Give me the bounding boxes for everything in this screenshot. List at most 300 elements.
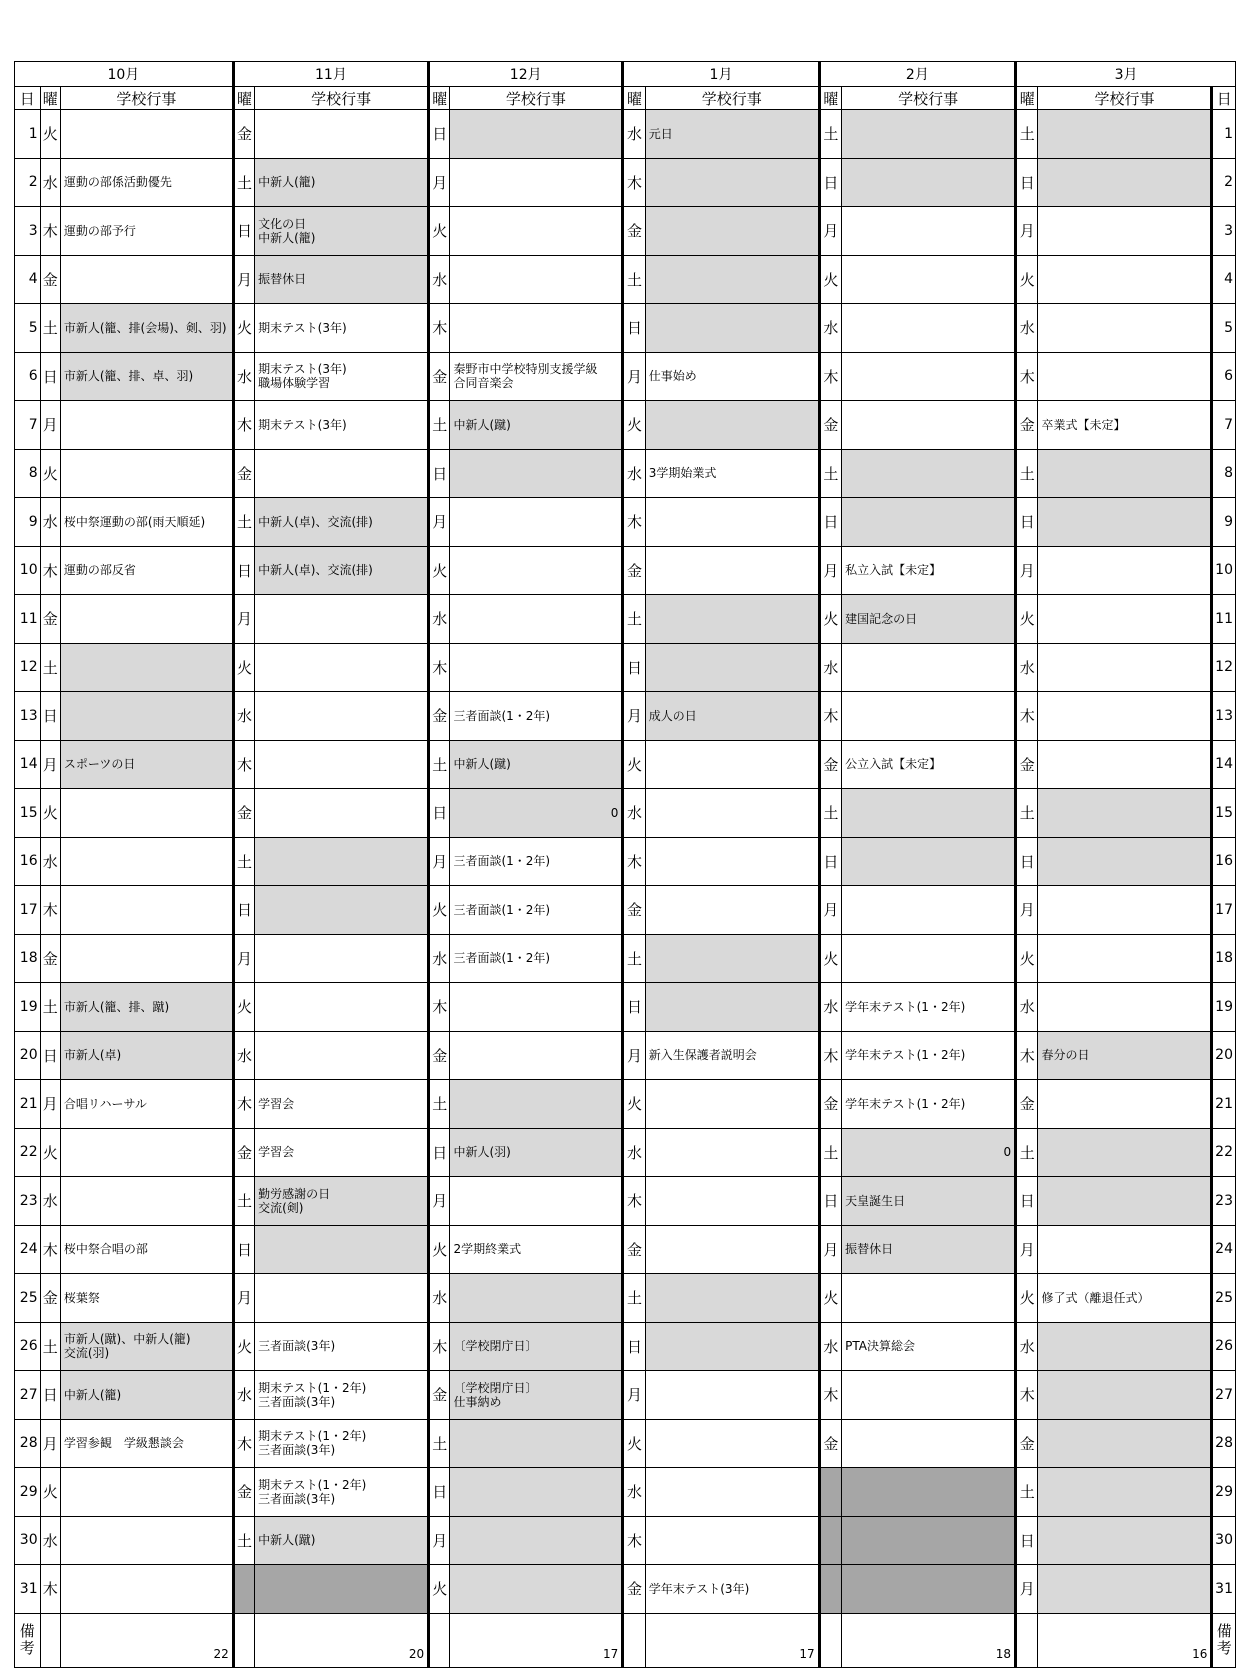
event-text: 期末テスト(3年) bbox=[258, 417, 347, 432]
weekday-cell: 土 bbox=[819, 789, 841, 838]
day-row bbox=[15, 255, 1236, 304]
day-number-right: 11 bbox=[1212, 595, 1236, 644]
event-count: 0 bbox=[1003, 1145, 1012, 1160]
weekday-cell: 水 bbox=[233, 1371, 254, 1420]
weekday-cell: 金 bbox=[1016, 740, 1038, 789]
weekday-cell: 金 bbox=[819, 1080, 841, 1129]
weekday-cell: 火 bbox=[40, 1468, 60, 1517]
day-number-right: 28 bbox=[1212, 1419, 1236, 1468]
event-cell bbox=[842, 352, 1016, 401]
weekday-cell: 月 bbox=[233, 595, 254, 644]
weekday-cell: 金 bbox=[819, 740, 841, 789]
day-row bbox=[15, 546, 1236, 595]
event-cell bbox=[842, 692, 1016, 741]
weekday-cell: 火 bbox=[429, 207, 450, 256]
event-text: 中新人(蹴) bbox=[453, 757, 511, 772]
weekday-cell: 金 bbox=[819, 1419, 841, 1468]
weekday-cell: 土 bbox=[1016, 789, 1038, 838]
event-text: 〔学校閉庁日〕 仕事納め bbox=[453, 1380, 538, 1409]
weekday-cell: 日 bbox=[40, 1371, 60, 1420]
event-cell bbox=[842, 1516, 1016, 1565]
event-cell bbox=[450, 1225, 623, 1274]
day-number: 5 bbox=[15, 304, 41, 353]
event-text: 公立入試【未定】 bbox=[845, 757, 942, 772]
event-cell bbox=[450, 1274, 623, 1323]
event-cell bbox=[255, 1080, 429, 1129]
day-number: 21 bbox=[15, 1080, 41, 1129]
event-cell bbox=[645, 1080, 819, 1129]
month-name: 3月 bbox=[1016, 62, 1236, 87]
event-text: 新入生保護者説明会 bbox=[648, 1048, 757, 1063]
event-cell bbox=[842, 207, 1016, 256]
weekday-cell: 土 bbox=[1016, 449, 1038, 498]
event-cell bbox=[450, 1565, 623, 1614]
day-row bbox=[15, 304, 1236, 353]
weekday-cell: 土 bbox=[819, 1128, 841, 1177]
weekday-cell: 土 bbox=[623, 934, 645, 983]
event-cell bbox=[1038, 1274, 1212, 1323]
event-cell bbox=[1038, 595, 1212, 644]
event-cell bbox=[1038, 110, 1212, 159]
weekday-cell: 火 bbox=[819, 255, 841, 304]
notes-dow-cell bbox=[819, 1613, 841, 1667]
weekday-cell: 火 bbox=[1016, 595, 1038, 644]
event-text: 桜葉祭 bbox=[63, 1290, 100, 1305]
event-text: 期末テスト(3年) 職場体験学習 bbox=[258, 362, 347, 391]
event-cell bbox=[842, 1565, 1016, 1614]
event-text: 市新人(籠、排、蹴) bbox=[63, 999, 170, 1014]
weekday-cell: 水 bbox=[819, 643, 841, 692]
events-header: 学校行事 bbox=[60, 87, 233, 110]
day-number-right: 18 bbox=[1212, 934, 1236, 983]
day-row bbox=[15, 1177, 1236, 1226]
event-cell bbox=[842, 546, 1016, 595]
event-cell bbox=[255, 1419, 429, 1468]
weekday-cell: 土 bbox=[429, 1080, 450, 1129]
weekday-cell: 月 bbox=[819, 207, 841, 256]
notes-dow-cell bbox=[429, 1613, 450, 1667]
event-cell bbox=[450, 401, 623, 450]
event-cell bbox=[645, 207, 819, 256]
event-cell bbox=[645, 449, 819, 498]
weekday-cell: 水 bbox=[623, 1128, 645, 1177]
event-text: 中新人(卓)、交流(排) bbox=[258, 514, 373, 529]
event-cell bbox=[60, 546, 233, 595]
event-cell bbox=[842, 1419, 1016, 1468]
event-text: 修了式（離退任式） bbox=[1041, 1290, 1150, 1305]
day-number-right: 15 bbox=[1212, 789, 1236, 838]
weekday-cell: 日 bbox=[623, 304, 645, 353]
event-cell bbox=[255, 1565, 429, 1614]
weekday-cell: 木 bbox=[233, 740, 254, 789]
event-text: 期末テスト(3年) bbox=[258, 320, 347, 335]
weekday-cell: 火 bbox=[623, 401, 645, 450]
weekday-cell: 水 bbox=[623, 110, 645, 159]
day-row bbox=[15, 643, 1236, 692]
event-cell bbox=[255, 595, 429, 644]
weekday-cell: 火 bbox=[40, 110, 60, 159]
day-number: 22 bbox=[15, 1128, 41, 1177]
day-row bbox=[15, 1322, 1236, 1371]
event-cell bbox=[255, 983, 429, 1032]
weekday-cell: 木 bbox=[429, 643, 450, 692]
event-text: 三者面談(1・2年) bbox=[453, 708, 551, 723]
day-number: 15 bbox=[15, 789, 41, 838]
weekday-cell: 木 bbox=[233, 401, 254, 450]
weekday-cell: 金 bbox=[623, 546, 645, 595]
weekday-cell: 木 bbox=[819, 692, 841, 741]
event-cell bbox=[255, 1468, 429, 1517]
notes-label-right: 備考 bbox=[1212, 1613, 1236, 1667]
weekday-cell: 土 bbox=[233, 837, 254, 886]
event-cell bbox=[60, 1128, 233, 1177]
day-row bbox=[15, 789, 1236, 838]
day-row bbox=[15, 1371, 1236, 1420]
day-number: 4 bbox=[15, 255, 41, 304]
event-cell bbox=[645, 255, 819, 304]
event-cell bbox=[842, 110, 1016, 159]
weekday-cell: 金 bbox=[429, 1371, 450, 1420]
event-cell bbox=[842, 740, 1016, 789]
event-cell bbox=[1038, 1177, 1212, 1226]
weekday-cell: 火 bbox=[40, 1128, 60, 1177]
event-text: 期末テスト(1・2年) 三者面談(3年) bbox=[258, 1380, 367, 1409]
event-text: 勤労感謝の日 交流(剣) bbox=[258, 1186, 331, 1215]
weekday-cell: 木 bbox=[1016, 352, 1038, 401]
event-cell bbox=[645, 352, 819, 401]
event-text: 運動の部予行 bbox=[63, 223, 136, 238]
event-cell bbox=[60, 740, 233, 789]
event-cell bbox=[645, 1128, 819, 1177]
event-cell bbox=[645, 789, 819, 838]
weekday-cell: 水 bbox=[40, 1516, 60, 1565]
weekday-cell: 木 bbox=[819, 352, 841, 401]
weekday-cell: 月 bbox=[623, 692, 645, 741]
weekday-cell: 木 bbox=[623, 158, 645, 207]
event-cell bbox=[60, 789, 233, 838]
weekday-cell: 木 bbox=[623, 1516, 645, 1565]
day-number-right: 3 bbox=[1212, 207, 1236, 256]
weekday-cell: 水 bbox=[623, 449, 645, 498]
weekday-cell: 日 bbox=[233, 546, 254, 595]
event-cell bbox=[450, 449, 623, 498]
weekday-cell: 水 bbox=[1016, 643, 1038, 692]
weekday-cell: 日 bbox=[233, 886, 254, 935]
weekday-cell: 火 bbox=[233, 1322, 254, 1371]
weekday-cell: 金 bbox=[40, 255, 60, 304]
event-cell bbox=[645, 983, 819, 1032]
event-text: PTA決算総会 bbox=[845, 1339, 915, 1354]
event-cell bbox=[645, 1177, 819, 1226]
event-text: 建国記念の日 bbox=[845, 611, 918, 626]
month-name: 2月 bbox=[819, 62, 1015, 87]
day-number: 31 bbox=[15, 1565, 41, 1614]
notes-row bbox=[15, 1613, 1236, 1667]
event-cell bbox=[255, 352, 429, 401]
weekday-cell: 水 bbox=[1016, 983, 1038, 1032]
weekday-cell: 金 bbox=[40, 934, 60, 983]
event-cell bbox=[645, 1419, 819, 1468]
event-cell bbox=[1038, 352, 1212, 401]
weekday-cell: 月 bbox=[623, 352, 645, 401]
events-header: 学校行事 bbox=[842, 87, 1016, 110]
event-cell bbox=[645, 401, 819, 450]
day-row bbox=[15, 1274, 1236, 1323]
dow-header: 曜 bbox=[233, 87, 254, 110]
weekday-cell: 水 bbox=[819, 983, 841, 1032]
weekday-cell: 金 bbox=[233, 1468, 254, 1517]
month-name: 10月 bbox=[15, 62, 234, 87]
weekday-cell bbox=[819, 1565, 841, 1614]
event-text: 卒業式【未定】 bbox=[1041, 417, 1126, 432]
day-number: 11 bbox=[15, 595, 41, 644]
event-cell bbox=[60, 1565, 233, 1614]
weekday-cell: 金 bbox=[233, 110, 254, 159]
event-cell bbox=[842, 1371, 1016, 1420]
weekday-cell: 土 bbox=[1016, 1468, 1038, 1517]
event-cell bbox=[450, 837, 623, 886]
notes-label: 備考 bbox=[15, 1613, 41, 1667]
weekday-cell: 月 bbox=[429, 837, 450, 886]
weekday-cell: 木 bbox=[429, 983, 450, 1032]
event-cell bbox=[450, 1177, 623, 1226]
weekday-cell: 水 bbox=[1016, 1322, 1038, 1371]
dow-header: 曜 bbox=[40, 87, 60, 110]
event-cell bbox=[450, 1419, 623, 1468]
day-number: 1 bbox=[15, 110, 41, 159]
weekday-cell: 火 bbox=[623, 1419, 645, 1468]
events-header: 学校行事 bbox=[255, 87, 429, 110]
event-cell bbox=[1038, 1565, 1212, 1614]
weekday-cell: 金 bbox=[819, 401, 841, 450]
day-row bbox=[15, 110, 1236, 159]
event-text: 2学期終業式 bbox=[453, 1242, 522, 1257]
weekday-cell: 火 bbox=[429, 546, 450, 595]
event-cell bbox=[255, 207, 429, 256]
event-cell bbox=[842, 498, 1016, 547]
day-number: 17 bbox=[15, 886, 41, 935]
event-text: 3学期始業式 bbox=[648, 466, 717, 481]
weekday-cell: 月 bbox=[1016, 1565, 1038, 1614]
weekday-cell: 土 bbox=[819, 110, 841, 159]
weekday-cell: 月 bbox=[429, 158, 450, 207]
weekday-cell: 金 bbox=[429, 352, 450, 401]
weekday-cell: 火 bbox=[819, 595, 841, 644]
weekday-cell: 火 bbox=[429, 1565, 450, 1614]
event-cell bbox=[450, 255, 623, 304]
column-header-row bbox=[15, 87, 1236, 110]
weekday-cell: 月 bbox=[1016, 546, 1038, 595]
event-text: 振替休日 bbox=[845, 1242, 894, 1257]
school-days-total: 16 bbox=[1038, 1613, 1212, 1667]
weekday-cell: 土 bbox=[429, 401, 450, 450]
event-cell bbox=[645, 692, 819, 741]
weekday-cell: 金 bbox=[40, 1274, 60, 1323]
day-number: 16 bbox=[15, 837, 41, 886]
day-row bbox=[15, 401, 1236, 450]
event-cell bbox=[842, 449, 1016, 498]
weekday-cell: 日 bbox=[623, 1322, 645, 1371]
event-cell bbox=[842, 1031, 1016, 1080]
event-text: 秦野市中学校特別支援学級 合同音楽会 bbox=[453, 362, 598, 391]
event-cell bbox=[645, 1031, 819, 1080]
weekday-cell: 月 bbox=[429, 498, 450, 547]
event-cell bbox=[255, 1274, 429, 1323]
event-text: 振替休日 bbox=[258, 272, 307, 287]
event-cell bbox=[450, 643, 623, 692]
event-cell bbox=[1038, 1080, 1212, 1129]
day-row bbox=[15, 740, 1236, 789]
weekday-cell: 日 bbox=[429, 1468, 450, 1517]
day-row bbox=[15, 983, 1236, 1032]
event-cell bbox=[255, 401, 429, 450]
weekday-cell: 日 bbox=[233, 1225, 254, 1274]
month-header-row bbox=[15, 62, 1236, 87]
weekday-cell: 月 bbox=[819, 546, 841, 595]
day-number: 20 bbox=[15, 1031, 41, 1080]
event-cell bbox=[1038, 207, 1212, 256]
day-number-right: 16 bbox=[1212, 837, 1236, 886]
weekday-cell: 月 bbox=[623, 1031, 645, 1080]
weekday-cell: 木 bbox=[429, 1322, 450, 1371]
day-number-right: 4 bbox=[1212, 255, 1236, 304]
event-cell bbox=[1038, 1225, 1212, 1274]
day-number-right: 1 bbox=[1212, 110, 1236, 159]
event-cell bbox=[60, 207, 233, 256]
day-number-right: 29 bbox=[1212, 1468, 1236, 1517]
event-cell bbox=[255, 110, 429, 159]
event-cell bbox=[645, 1371, 819, 1420]
event-cell bbox=[255, 789, 429, 838]
event-cell bbox=[255, 1371, 429, 1420]
weekday-cell: 日 bbox=[819, 158, 841, 207]
event-cell bbox=[1038, 401, 1212, 450]
weekday-cell bbox=[233, 1565, 254, 1614]
day-row bbox=[15, 1565, 1236, 1614]
weekday-cell: 金 bbox=[623, 1225, 645, 1274]
day-number-right: 9 bbox=[1212, 498, 1236, 547]
weekday-cell: 木 bbox=[40, 1225, 60, 1274]
weekday-cell: 土 bbox=[1016, 110, 1038, 159]
event-cell bbox=[450, 595, 623, 644]
weekday-cell: 月 bbox=[623, 1371, 645, 1420]
weekday-cell: 土 bbox=[40, 304, 60, 353]
month-name: 1月 bbox=[623, 62, 819, 87]
weekday-cell: 金 bbox=[623, 1565, 645, 1614]
weekday-cell: 木 bbox=[233, 1080, 254, 1129]
weekday-cell: 土 bbox=[233, 498, 254, 547]
event-text: 私立入試【未定】 bbox=[845, 563, 942, 578]
event-cell bbox=[255, 255, 429, 304]
event-text: 運動の部係活動優先 bbox=[63, 175, 172, 190]
event-cell bbox=[60, 158, 233, 207]
day-number: 18 bbox=[15, 934, 41, 983]
notes-dow-cell bbox=[40, 1613, 60, 1667]
day-number-right: 5 bbox=[1212, 304, 1236, 353]
day-number: 7 bbox=[15, 401, 41, 450]
event-cell bbox=[60, 1419, 233, 1468]
event-cell bbox=[645, 1516, 819, 1565]
school-days-total: 17 bbox=[645, 1613, 819, 1667]
event-cell bbox=[645, 304, 819, 353]
day-row bbox=[15, 158, 1236, 207]
event-cell bbox=[1038, 498, 1212, 547]
weekday-cell: 木 bbox=[429, 304, 450, 353]
weekday-cell: 日 bbox=[1016, 837, 1038, 886]
weekday-cell: 日 bbox=[40, 352, 60, 401]
day-number: 8 bbox=[15, 449, 41, 498]
weekday-cell: 月 bbox=[1016, 1225, 1038, 1274]
day-row bbox=[15, 1419, 1236, 1468]
weekday-cell: 水 bbox=[429, 934, 450, 983]
day-number-right: 22 bbox=[1212, 1128, 1236, 1177]
event-text: 市新人(蹴)、中新人(籠) 交流(羽) bbox=[63, 1332, 191, 1361]
event-cell bbox=[645, 110, 819, 159]
day-number: 25 bbox=[15, 1274, 41, 1323]
event-cell bbox=[450, 1371, 623, 1420]
weekday-cell: 金 bbox=[1016, 401, 1038, 450]
weekday-cell: 土 bbox=[623, 255, 645, 304]
event-cell bbox=[60, 595, 233, 644]
weekday-cell: 水 bbox=[40, 498, 60, 547]
event-cell bbox=[645, 1468, 819, 1517]
weekday-cell: 木 bbox=[623, 837, 645, 886]
event-cell bbox=[60, 1225, 233, 1274]
weekday-cell: 木 bbox=[233, 1419, 254, 1468]
event-cell bbox=[645, 740, 819, 789]
event-cell bbox=[450, 886, 623, 935]
events-header: 学校行事 bbox=[450, 87, 623, 110]
weekday-cell: 金 bbox=[623, 886, 645, 935]
weekday-cell: 水 bbox=[819, 1322, 841, 1371]
event-cell bbox=[255, 1031, 429, 1080]
weekday-cell: 木 bbox=[40, 886, 60, 935]
dow-header: 曜 bbox=[819, 87, 841, 110]
event-cell bbox=[842, 304, 1016, 353]
event-cell bbox=[60, 1274, 233, 1323]
events-header: 学校行事 bbox=[1038, 87, 1212, 110]
day-number-right: 8 bbox=[1212, 449, 1236, 498]
event-cell bbox=[255, 546, 429, 595]
event-cell bbox=[255, 837, 429, 886]
school-days-total: 18 bbox=[842, 1613, 1016, 1667]
event-cell bbox=[1038, 837, 1212, 886]
day-number-right: 21 bbox=[1212, 1080, 1236, 1129]
weekday-cell: 水 bbox=[623, 1468, 645, 1517]
event-cell bbox=[842, 643, 1016, 692]
event-text: 中新人(卓)、交流(排) bbox=[258, 563, 373, 578]
event-cell bbox=[1038, 692, 1212, 741]
event-cell bbox=[60, 1322, 233, 1371]
day-number-right: 14 bbox=[1212, 740, 1236, 789]
event-text: 学年末テスト(3年) bbox=[648, 1581, 750, 1596]
weekday-cell: 月 bbox=[40, 1080, 60, 1129]
event-text: 学年末テスト(1・2年) bbox=[845, 1048, 966, 1063]
day-row bbox=[15, 1080, 1236, 1129]
day-row bbox=[15, 207, 1236, 256]
event-count: 0 bbox=[610, 805, 619, 820]
event-text: 〔学校閉庁日〕 bbox=[453, 1339, 538, 1354]
weekday-cell: 木 bbox=[1016, 1371, 1038, 1420]
event-cell bbox=[1038, 1468, 1212, 1517]
day-number-right: 31 bbox=[1212, 1565, 1236, 1614]
event-cell bbox=[60, 449, 233, 498]
weekday-cell: 日 bbox=[819, 1177, 841, 1226]
weekday-cell: 金 bbox=[233, 789, 254, 838]
event-cell bbox=[842, 1177, 1016, 1226]
weekday-cell: 火 bbox=[40, 789, 60, 838]
event-cell bbox=[1038, 158, 1212, 207]
